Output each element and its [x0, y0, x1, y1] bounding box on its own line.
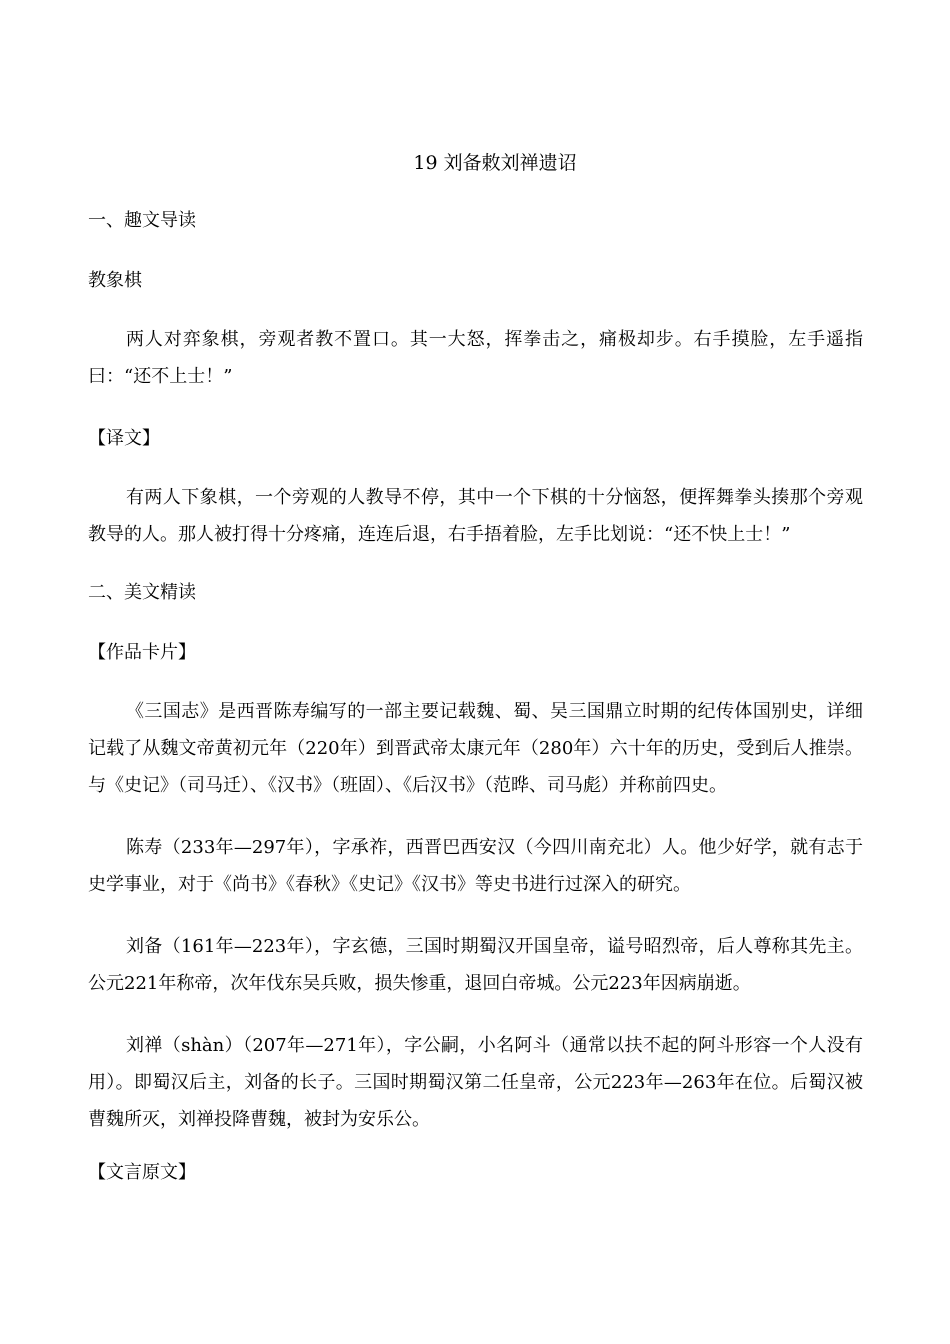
section-heading-reading-guide: 一、趣文导读: [88, 210, 196, 231]
work-card-heading: 【作品卡片】: [88, 642, 196, 663]
card-paragraph-sanguozhi: 《三国志》是西晋陈寿编写的一部主要记载魏、蜀、吴三国鼎立时期的纪传体国别史，详细记载了从魏文帝黄初元年（220年）到晋武帝太康元年（280年）六十年的历史，受到后人推崇。与《史记》（司马迁）、《汉书》（班固）、《后汉书》（范晔、司马彪）并称前四史。: [88, 701, 863, 796]
story-title: 教象棋: [88, 270, 142, 291]
card-paragraph-liubei: 刘备（161年—223年），字玄德，三国时期蜀汉开国皇帝，谥号昭烈帝，后人尊称其先主。公元221年称帝，次年伐东吴兵败，损失惨重，退回白帝城。公元223年因病崩逝。: [88, 936, 863, 994]
translation-paragraph: 有两人下象棋，一个旁观的人教导不停，其中一个下棋的十分恼怒，便挥舞拳头揍那个旁观教导的人。那人被打得十分疼痛，连连后退，右手捂着脸，左手比划说：“还不快上士！”: [88, 487, 863, 545]
card-paragraph-chenshou: 陈寿（233年—297年），字承祚，西晋巴西安汉（今四川南充北）人。他少好学，就有志于史学事业，对于《尚书》《春秋》《史记》《汉书》等史书进行过深入的研究。: [88, 837, 863, 895]
original-text-heading: 【文言原文】: [88, 1162, 196, 1183]
page-title: 19 刘备敕刘禅遗诏: [413, 152, 577, 174]
translation-heading: 【译文】: [88, 428, 160, 449]
story-paragraph: 两人对弈象棋，旁观者教不置口。其一大怒，挥拳击之，痛极却步。右手摸脸，左手遥指曰：“还不上士！”: [88, 329, 863, 387]
card-paragraph-liushan: 刘禅（shàn）（207年—271年），字公嗣，小名阿斗（通常以扶不起的阿斗形容一个人没有用）。即蜀汉后主，刘备的长子。三国时期蜀汉第二任皇帝，公元223年—263年在位。后蜀汉被曹魏所灭，刘禅投降曹魏，被封为安乐公。: [88, 1035, 863, 1130]
section-heading-close-reading: 二、美文精读: [88, 582, 196, 603]
